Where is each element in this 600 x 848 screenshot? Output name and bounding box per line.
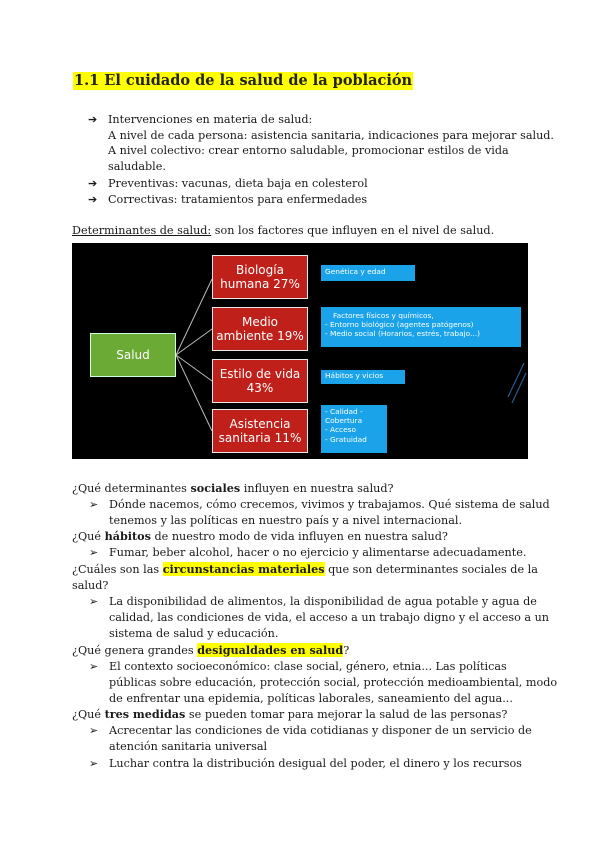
bullet-line: saludable. xyxy=(108,160,166,173)
arrowhead-bullet-icon: ➢ xyxy=(89,724,99,737)
arrowhead-bullet-icon: ➢ xyxy=(89,595,99,608)
asistencia-box: Asistencia sanitaria 11% xyxy=(212,409,308,453)
bullet-line: Intervenciones en materia de salud: xyxy=(108,113,313,126)
habitos-detail-box: Hábitos y vicios xyxy=(321,370,405,384)
question-tres-medidas: ¿Qué tres medidas se pueden tomar para mejorar la salud de las personas? xyxy=(72,707,508,721)
biologia-box: Biología humana 27% xyxy=(212,255,308,299)
salud-box: Salud xyxy=(90,333,176,377)
question-habitos: ¿Qué hábitos de nuestro modo de vida influyen en nuestra salud? xyxy=(72,529,448,543)
determinantes-label: Determinantes de salud: xyxy=(72,224,212,237)
answer-line: públicas sobre educación, protección social, protección medioambiental, modo xyxy=(109,676,558,689)
arrowhead-bullet-icon: ➢ xyxy=(89,498,99,511)
answer-line: Fumar, beber alcohol, hacer o no ejercicio y alimentarse adecuadamente. xyxy=(109,546,527,559)
determinantes-text: son los factores que influyen en el nivel de salud. xyxy=(211,224,495,237)
genetica-detail-box: Genética y edad xyxy=(321,265,415,281)
section-title: 1.1 El cuidado de la salud de la población xyxy=(74,72,413,89)
arrow-bullet-icon: ➔ xyxy=(88,177,98,190)
bullet-line: A nivel colectivo: crear entorno saludable, promocionar estilos de vida xyxy=(108,144,509,157)
arrow-bullet-icon: ➔ xyxy=(88,113,98,126)
question-desigualdades: ¿Qué genera grandes desigualdades en salud? xyxy=(72,643,350,657)
question-circunstancias: ¿Cuáles son las circunstancias materiales que son determinantes sociales de la xyxy=(72,562,538,576)
medio-ambiente-box: Medio ambiente 19% xyxy=(212,307,308,351)
bullet-line: A nivel de cada persona: asistencia sanitaria, indicaciones para mejorar salud. xyxy=(108,129,554,142)
asistencia-detail-box: - Calidad - Cobertura - Acceso - Gratuidad xyxy=(321,405,387,453)
answer-line: sistema de salud y educación. xyxy=(109,627,279,640)
question-circunstancias-cont: salud? xyxy=(72,579,109,592)
answer-line: tenemos y las políticas en nuestro país y a nivel internacional. xyxy=(109,514,463,527)
answer-line: calidad, las condiciones de vida, el acceso a un trabajo digno y el acceso a un xyxy=(109,611,549,624)
arrowhead-bullet-icon: ➢ xyxy=(89,757,99,770)
answer-line: de enfrentar una epidemia, políticas laborales, saneamiento del agua... xyxy=(109,692,513,705)
answer-line: El contexto socioeconómico: clase social, género, etnia... Las políticas xyxy=(109,660,507,673)
answer-line: Dónde nacemos, cómo crecemos, vivimos y trabajamos. Qué sistema de salud xyxy=(109,498,550,511)
answer-line: atención sanitaria universal xyxy=(109,740,268,753)
answer-line: Acrecentar las condiciones de vida cotidianas y disponer de un servicio de xyxy=(109,724,532,737)
determinantes-line xyxy=(72,223,494,239)
arrowhead-bullet-icon: ➢ xyxy=(89,546,99,559)
medio-ambiente-detail-box: Factores físicos y químicos, - Entorno biológico (agentes patógenos) - Medio social (Horarios, estrés, trabajo...) xyxy=(321,307,521,347)
question-sociales: ¿Qué determinantes sociales influyen en nuestra salud? xyxy=(72,481,394,495)
arrowhead-bullet-icon: ➢ xyxy=(89,660,99,673)
answer-line: La disponibilidad de alimentos, la disponibilidad de agua potable y agua de xyxy=(109,595,537,608)
arrow-bullet-icon: ➔ xyxy=(88,193,98,206)
bullet-line: Preventivas: vacunas, dieta baja en colesterol xyxy=(108,177,368,190)
answer-line: Luchar contra la distribución desigual del poder, el dinero y los recursos xyxy=(109,757,522,770)
bullet-line: Correctivas: tratamientos para enfermedades xyxy=(108,193,368,206)
determinants-diagram xyxy=(72,243,528,459)
estilo-vida-box: Estilo de vida 43% xyxy=(212,359,308,403)
